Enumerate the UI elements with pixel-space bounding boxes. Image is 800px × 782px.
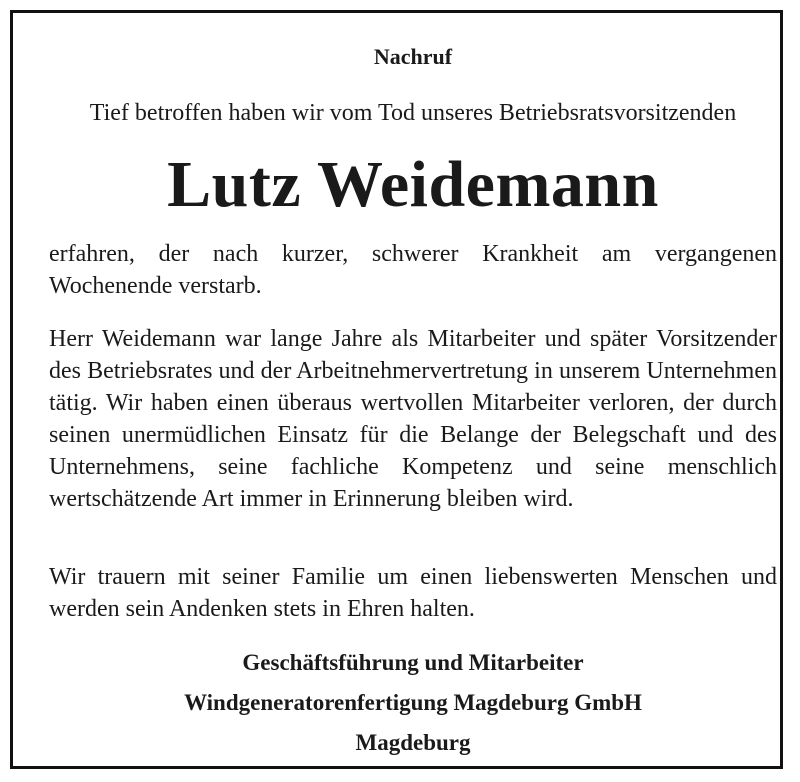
paragraph-mourning: Wir trauern mit seiner Familie um einen liebenswerten Menschen und werden sein Andenken stets in Ehren halten. [49,564,777,622]
signature-city: Magdeburg [355,730,471,755]
intro-line: Tief betroffen haben wir vom Tod unseres Betriebsratsvorsitzenden [89,100,737,126]
paragraph-tribute: Herr Weidemann war lange Jahre als Mitarbeiter und später Vorsitzender des Betriebsrates und der Arbeitnehmervertretung in unserem Unternehmen tätig. Wir haben einen überaus wertvollen Mitarbeiter verloren, der durch seinen unermüdlichen Einsatz für die Belange der Belegschaft und des Unternehmens, seine fachliche Kompetenz und seine menschlich wertschätzende Art immer in Erinnerung bleiben wird. [49,326,777,512]
signature-company: Windgeneratorenfertigung Magdeburg GmbH [184,690,642,715]
deceased-name: Lutz Weidemann [167,148,659,221]
signature-line-1: Geschäftsführung und Mitarbeiter [242,650,584,675]
paragraph-passing: erfahren, der nach kurzer, schwerer Krankheit am vergangenen Wochenende verstarb. [49,241,777,299]
obituary-heading: Nachruf [373,44,453,69]
obituary-frame [10,10,783,769]
